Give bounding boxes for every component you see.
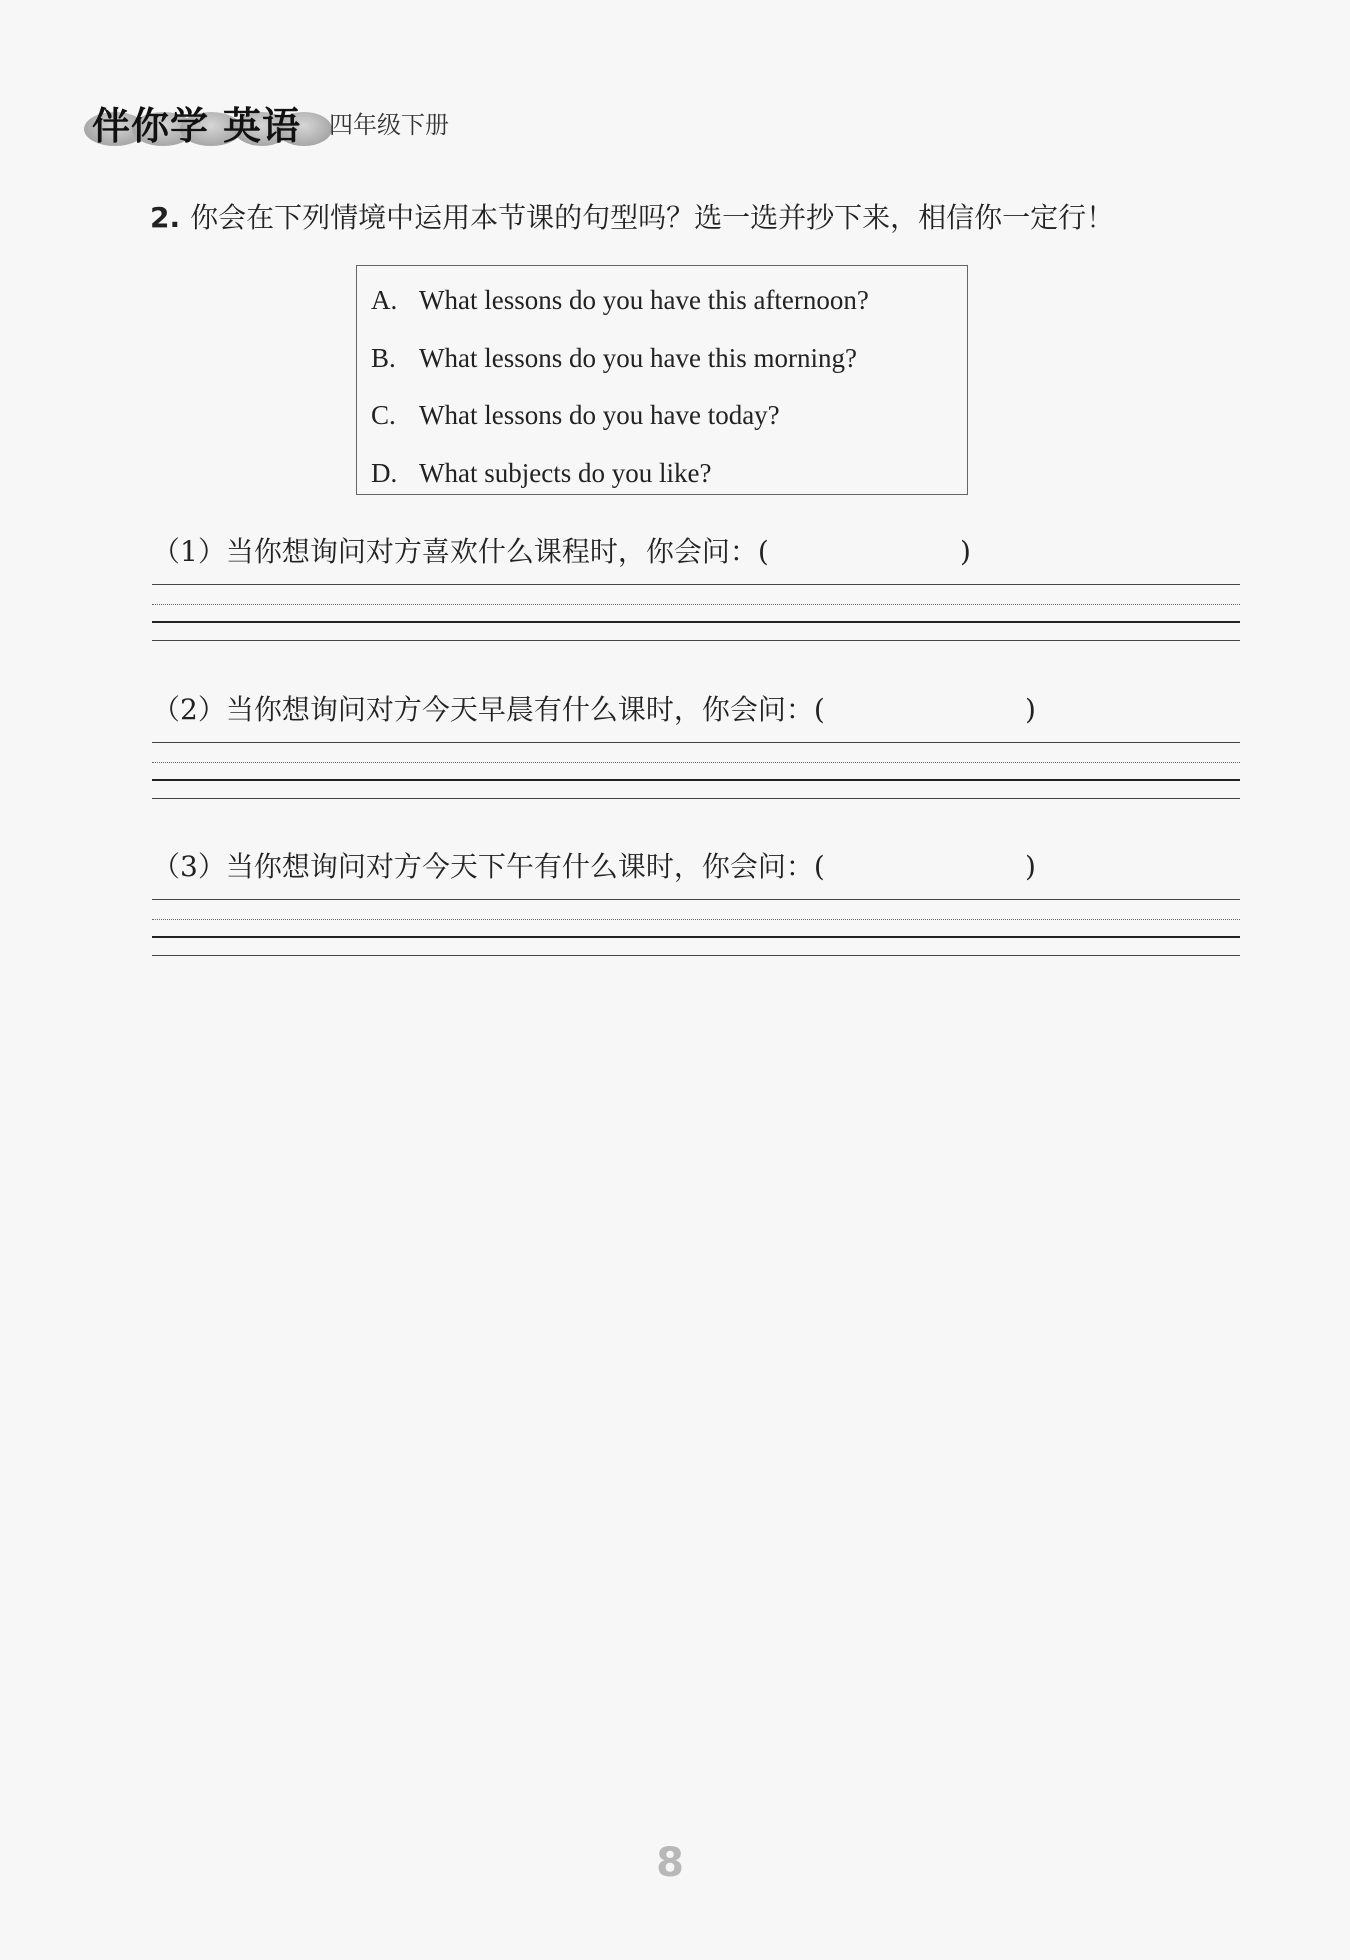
- brand-title-part1: 伴你学: [92, 103, 210, 148]
- option-d: [371, 451, 967, 509]
- page-number: 8: [656, 1840, 684, 1886]
- sub-question-prompt: [152, 688, 1240, 732]
- option-text: What lessons do you have this morning?: [419, 342, 857, 373]
- brand-title-part2: 英语: [223, 103, 302, 148]
- sub-question-text: （1）当你想询问对方喜欢什么课程时，你会问：(: [152, 535, 769, 568]
- sub-question-text: （2）当你想询问对方今天早晨有什么课时，你会问：(: [152, 693, 825, 726]
- question-number: 2.: [150, 201, 181, 234]
- options-box: [356, 265, 968, 495]
- answer-paren-close: ): [1025, 850, 1036, 883]
- option-text: What subjects do you like?: [419, 457, 712, 488]
- writing-lines[interactable]: [152, 742, 1240, 812]
- option-a: [371, 278, 967, 336]
- question-text: 你会在下列情境中运用本节课的句型吗？选一选并抄下来，相信你一定行！: [190, 201, 1115, 234]
- sub-question-3: [152, 845, 1240, 969]
- brand-title: [92, 95, 301, 150]
- sub-question-text: （3）当你想询问对方今天下午有什么课时，你会问：(: [152, 850, 825, 883]
- option-letter: B.: [371, 342, 396, 373]
- answer-paren-close: ): [1025, 693, 1036, 726]
- option-text: What lessons do you have this afternoon?: [419, 285, 869, 315]
- answer-paren-close: ): [960, 535, 971, 568]
- option-letter: C.: [371, 400, 396, 430]
- writing-lines[interactable]: [152, 584, 1240, 654]
- writing-lines[interactable]: [152, 899, 1240, 969]
- page-header: [92, 92, 449, 152]
- option-c: [371, 393, 967, 451]
- option-letter: A.: [371, 285, 398, 315]
- sub-question-prompt: [152, 845, 1240, 889]
- book-subtitle: 四年级下册: [329, 110, 450, 139]
- option-b: [371, 336, 967, 394]
- sub-question-2: [152, 688, 1240, 812]
- sub-question-1: [152, 530, 1240, 654]
- question-2: [150, 196, 1114, 236]
- option-text: What lessons do you have today?: [419, 400, 780, 430]
- option-letter: D.: [371, 457, 398, 488]
- sub-question-prompt: [152, 530, 1240, 574]
